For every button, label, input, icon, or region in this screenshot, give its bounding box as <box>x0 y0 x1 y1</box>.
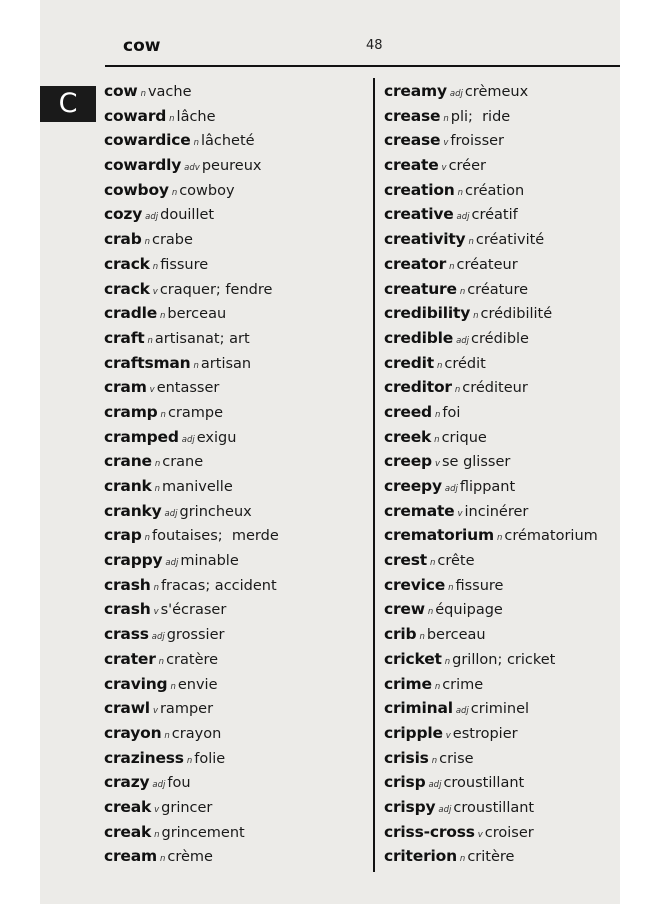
dictionary-entry <box>104 696 369 721</box>
dictionary-entry <box>104 425 369 450</box>
headword: crass <box>104 625 149 644</box>
translation: crête <box>437 553 475 570</box>
part-of-speech: n <box>459 286 466 297</box>
headword: crane <box>104 452 152 471</box>
headword: criss-cross <box>384 822 475 841</box>
part-of-speech: n <box>473 311 479 322</box>
translation: crise <box>439 750 474 767</box>
part-of-speech: adj <box>428 780 442 791</box>
dictionary-entry <box>104 746 369 771</box>
dictionary-entry <box>104 820 369 845</box>
part-of-speech: n <box>434 681 441 692</box>
translation: création <box>465 182 525 199</box>
translation: berceau <box>167 306 227 323</box>
part-of-speech: adj <box>444 484 458 494</box>
headword: creature <box>384 279 457 298</box>
translation: envie <box>177 676 218 693</box>
headword: creed <box>384 402 432 421</box>
headword: criterion <box>384 847 457 866</box>
translation: minable <box>180 553 239 570</box>
translation: froisser <box>450 133 505 150</box>
headword: creativity <box>384 230 466 249</box>
part-of-speech: n <box>186 755 193 766</box>
dictionary-entry <box>104 252 369 277</box>
part-of-speech: adv <box>184 163 200 174</box>
dictionary-entry <box>104 79 369 104</box>
dictionary-entry <box>104 128 369 153</box>
part-of-speech: n <box>144 533 150 544</box>
headword: crease <box>384 131 441 150</box>
translation: crédibilité <box>480 306 553 323</box>
translation: fissure <box>160 256 209 273</box>
part-of-speech: n <box>170 681 176 692</box>
headword: creepy <box>384 477 442 495</box>
translation: crédit <box>444 355 486 372</box>
dictionary-entry <box>384 474 620 499</box>
dictionary-entry <box>384 548 620 573</box>
headword: crater <box>104 649 156 668</box>
translation: grincheux <box>179 503 252 520</box>
headword: crib <box>384 625 417 644</box>
dictionary-entry <box>104 548 369 573</box>
translation: crédible <box>471 330 529 347</box>
left-column <box>104 79 369 869</box>
part-of-speech: n <box>457 187 464 198</box>
headword: creative <box>384 205 454 224</box>
part-of-speech: v <box>434 459 440 470</box>
headword: create <box>384 156 439 175</box>
headword: crawl <box>104 699 150 718</box>
translation: fissure <box>455 577 504 594</box>
dictionary-entry <box>384 844 620 869</box>
translation: artisan <box>200 355 252 372</box>
translation: berceau <box>426 627 486 644</box>
headword: craftsman <box>104 353 191 372</box>
part-of-speech: n <box>429 558 436 569</box>
part-of-speech: v <box>477 829 483 840</box>
headword: cozy <box>104 205 143 224</box>
part-of-speech: v <box>153 607 159 618</box>
dictionary-entry <box>104 647 369 672</box>
dictionary-entry <box>384 672 620 697</box>
headword: crime <box>384 674 432 693</box>
dictionary-entry <box>384 252 620 277</box>
part-of-speech: n <box>154 459 161 470</box>
translation: crème <box>167 849 213 866</box>
part-of-speech: n <box>171 187 178 198</box>
dictionary-entry <box>384 647 620 672</box>
headword: credible <box>384 328 454 347</box>
headword: crispy <box>384 797 436 816</box>
translation: crane <box>162 454 204 471</box>
dictionary-entry <box>384 277 620 302</box>
right-column <box>384 79 620 869</box>
translation: croustillant <box>443 775 525 792</box>
part-of-speech: n <box>193 360 199 371</box>
part-of-speech: v <box>152 706 158 717</box>
translation: créateur <box>456 256 518 273</box>
dictionary-entry <box>104 474 369 499</box>
translation: critère <box>467 849 515 866</box>
headword: crash <box>104 575 151 594</box>
dictionary-entry <box>104 202 369 227</box>
part-of-speech: n <box>434 409 441 420</box>
part-of-speech: n <box>169 113 175 124</box>
part-of-speech: n <box>153 582 159 593</box>
headword: cowboy <box>104 180 169 199</box>
part-of-speech: n <box>444 656 451 667</box>
headword: crappy <box>104 551 163 570</box>
translation: criminel <box>470 701 530 718</box>
headword: cradle <box>104 304 158 323</box>
translation: cratère <box>166 651 219 668</box>
dictionary-entry <box>104 795 369 820</box>
translation: exigu <box>196 429 237 446</box>
translation: manivelle <box>162 479 233 495</box>
dictionary-entry <box>384 820 620 845</box>
dictionary-entry <box>384 227 620 252</box>
translation: craquer; fendre <box>159 281 273 298</box>
part-of-speech: n <box>164 730 170 741</box>
headword: creep <box>384 452 432 471</box>
headword: cripple <box>384 723 443 742</box>
header-divider <box>105 65 620 67</box>
translation: croiser <box>484 824 534 841</box>
dictionary-entry <box>384 351 620 376</box>
headword: crayon <box>104 723 162 742</box>
translation: créditeur <box>462 380 528 397</box>
part-of-speech: n <box>158 656 165 667</box>
part-of-speech: n <box>144 237 150 248</box>
translation: fracas; accident <box>160 577 277 594</box>
part-of-speech: adj <box>455 706 469 717</box>
dictionary-entry <box>384 79 620 104</box>
dictionary-entry <box>384 622 620 647</box>
part-of-speech: n <box>454 385 461 396</box>
headword: cricket <box>384 649 442 668</box>
dictionary-entry <box>104 400 369 425</box>
headword: crisp <box>384 773 426 792</box>
dictionary-entry <box>384 400 620 425</box>
part-of-speech: v <box>457 508 463 519</box>
headword: cow <box>104 82 138 100</box>
headword: creek <box>384 427 432 446</box>
dictionary-entry <box>104 375 369 400</box>
headword: cranky <box>104 501 162 520</box>
translation: crèmeux <box>464 84 529 100</box>
translation: crime <box>442 676 484 693</box>
part-of-speech: n <box>443 113 449 124</box>
part-of-speech: adj <box>145 212 159 223</box>
translation: incinérer <box>464 503 529 520</box>
part-of-speech: adj <box>438 804 452 815</box>
translation: grossier <box>166 627 225 644</box>
headword: creator <box>384 254 447 273</box>
headword: crisis <box>384 748 429 767</box>
part-of-speech: adj <box>152 780 166 791</box>
translation: flippant <box>459 479 516 495</box>
dictionary-entry <box>384 449 620 474</box>
dictionary-entry <box>104 622 369 647</box>
part-of-speech: n <box>193 138 199 149</box>
headword: criminal <box>384 699 453 718</box>
translation: grincement <box>161 824 245 841</box>
translation: fou <box>167 775 191 792</box>
headword: coward <box>104 106 167 125</box>
part-of-speech: n <box>160 311 166 322</box>
dictionary-entry <box>104 573 369 598</box>
part-of-speech: n <box>434 434 440 445</box>
headword: cream <box>104 847 157 866</box>
translation: s'écraser <box>160 602 227 619</box>
dictionary-entry <box>104 597 369 622</box>
dictionary-entry <box>384 375 620 400</box>
guide-word: cow <box>123 36 161 56</box>
translation: ramper <box>159 701 214 718</box>
headword: creak <box>104 797 152 816</box>
translation: peureux <box>201 158 262 175</box>
dictionary-entry <box>384 696 620 721</box>
translation: foi <box>442 404 461 421</box>
part-of-speech: n <box>154 484 161 494</box>
headword: crevice <box>384 575 446 594</box>
part-of-speech: v <box>443 138 449 149</box>
part-of-speech: n <box>468 237 474 248</box>
part-of-speech: n <box>419 632 425 643</box>
translation: grincer <box>161 799 213 816</box>
dictionary-entry <box>384 178 620 203</box>
dictionary-entry <box>104 672 369 697</box>
headword: creation <box>384 180 455 199</box>
translation: équipage <box>435 602 503 619</box>
translation: lâche <box>176 108 216 125</box>
headword: crazy <box>104 773 150 792</box>
part-of-speech: v <box>154 804 160 815</box>
part-of-speech: adj <box>449 89 463 99</box>
part-of-speech: v <box>445 730 451 741</box>
dictionary-entry <box>104 326 369 351</box>
translation: crique <box>441 429 487 446</box>
dictionary-entry <box>384 597 620 622</box>
dictionary-entry <box>384 746 620 771</box>
dictionary-entry <box>104 277 369 302</box>
headword: cramped <box>104 427 179 446</box>
headword: crap <box>104 526 142 545</box>
dictionary-entry <box>384 104 620 129</box>
dictionary-entry <box>104 104 369 129</box>
headword: crack <box>104 279 150 298</box>
headword: creditor <box>384 378 452 397</box>
translation: créatif <box>471 207 518 224</box>
part-of-speech: n <box>160 409 166 420</box>
dictionary-entry <box>384 770 620 795</box>
translation: estropier <box>452 725 518 742</box>
part-of-speech: adj <box>456 335 470 346</box>
headword: craft <box>104 328 145 347</box>
translation: douillet <box>160 207 215 224</box>
headword: cowardly <box>104 156 182 175</box>
translation: crabe <box>151 232 193 249</box>
dictionary-entry <box>384 326 620 351</box>
headword: crack <box>104 254 150 273</box>
dictionary-entry <box>384 153 620 178</box>
dictionary-entry <box>104 721 369 746</box>
headword: cram <box>104 378 147 397</box>
dictionary-entry <box>104 301 369 326</box>
part-of-speech: n <box>448 582 454 593</box>
translation: crématorium <box>504 528 598 545</box>
translation: vache <box>147 84 192 100</box>
part-of-speech: n <box>459 854 466 865</box>
translation: folie <box>194 750 226 767</box>
dictionary-entry <box>104 351 369 376</box>
part-of-speech: n <box>427 607 434 618</box>
translation: entasser <box>156 380 220 397</box>
part-of-speech: n <box>496 533 503 544</box>
part-of-speech: adj <box>456 212 470 223</box>
dictionary-entry <box>384 425 620 450</box>
dictionary-entry <box>384 523 620 548</box>
dictionary-entry <box>384 721 620 746</box>
translation: se glisser <box>441 454 511 471</box>
page-number: 48 <box>366 38 383 53</box>
letter-tab: C <box>40 86 96 122</box>
headword: credit <box>384 353 434 372</box>
column-divider <box>373 78 375 872</box>
part-of-speech: n <box>436 360 443 371</box>
part-of-speech: n <box>159 854 166 865</box>
part-of-speech: v <box>441 163 447 174</box>
headword: craving <box>104 674 168 693</box>
headword: crab <box>104 230 142 249</box>
translation: foutaises; merde <box>151 528 279 545</box>
headword: cramp <box>104 402 158 421</box>
headword: creak <box>104 822 152 841</box>
headword: crest <box>384 551 427 570</box>
part-of-speech: n <box>449 261 455 272</box>
translation: créature <box>467 281 529 298</box>
dictionary-entry <box>104 523 369 548</box>
part-of-speech: n <box>154 829 160 840</box>
headword: crease <box>384 106 441 125</box>
headword: cowardice <box>104 131 191 150</box>
translation: artisanat; art <box>154 330 250 347</box>
part-of-speech: adj <box>165 558 179 569</box>
translation: crayon <box>171 725 222 742</box>
dictionary-entry <box>104 844 369 869</box>
translation: lâcheté <box>200 133 255 150</box>
dictionary-entry <box>104 499 369 524</box>
headword: craziness <box>104 748 184 767</box>
headword: crematorium <box>384 526 494 545</box>
translation: cowboy <box>179 182 235 199</box>
part-of-speech: v <box>152 286 158 297</box>
part-of-speech: adj <box>164 508 178 519</box>
translation: grillon; cricket <box>452 651 556 668</box>
part-of-speech: adj <box>151 632 165 643</box>
translation: crampe <box>167 404 224 421</box>
dictionary-entry <box>384 202 620 227</box>
dictionary-entry <box>384 795 620 820</box>
dictionary-entry <box>104 227 369 252</box>
translation: croustillant <box>453 799 535 816</box>
headword: credibility <box>384 304 471 323</box>
dictionary-entry <box>384 301 620 326</box>
translation: créativité <box>475 232 545 249</box>
part-of-speech: n <box>147 335 153 346</box>
part-of-speech: v <box>149 385 155 396</box>
headword: crew <box>384 600 425 619</box>
headword: cremate <box>384 501 455 520</box>
dictionary-entry <box>384 573 620 598</box>
dictionary-entry <box>104 153 369 178</box>
translation: créer <box>448 158 486 175</box>
headword: crank <box>104 477 152 495</box>
headword: crash <box>104 600 151 619</box>
dictionary-entry <box>104 178 369 203</box>
dictionary-entry <box>104 770 369 795</box>
part-of-speech: n <box>431 755 438 766</box>
translation: pli; ride <box>450 108 511 125</box>
headword: creamy <box>384 82 447 100</box>
part-of-speech: n <box>152 261 159 272</box>
part-of-speech: adj <box>181 434 195 445</box>
part-of-speech: n <box>140 89 146 99</box>
dictionary-entry <box>384 499 620 524</box>
dictionary-entry <box>384 128 620 153</box>
dictionary-entry <box>104 449 369 474</box>
